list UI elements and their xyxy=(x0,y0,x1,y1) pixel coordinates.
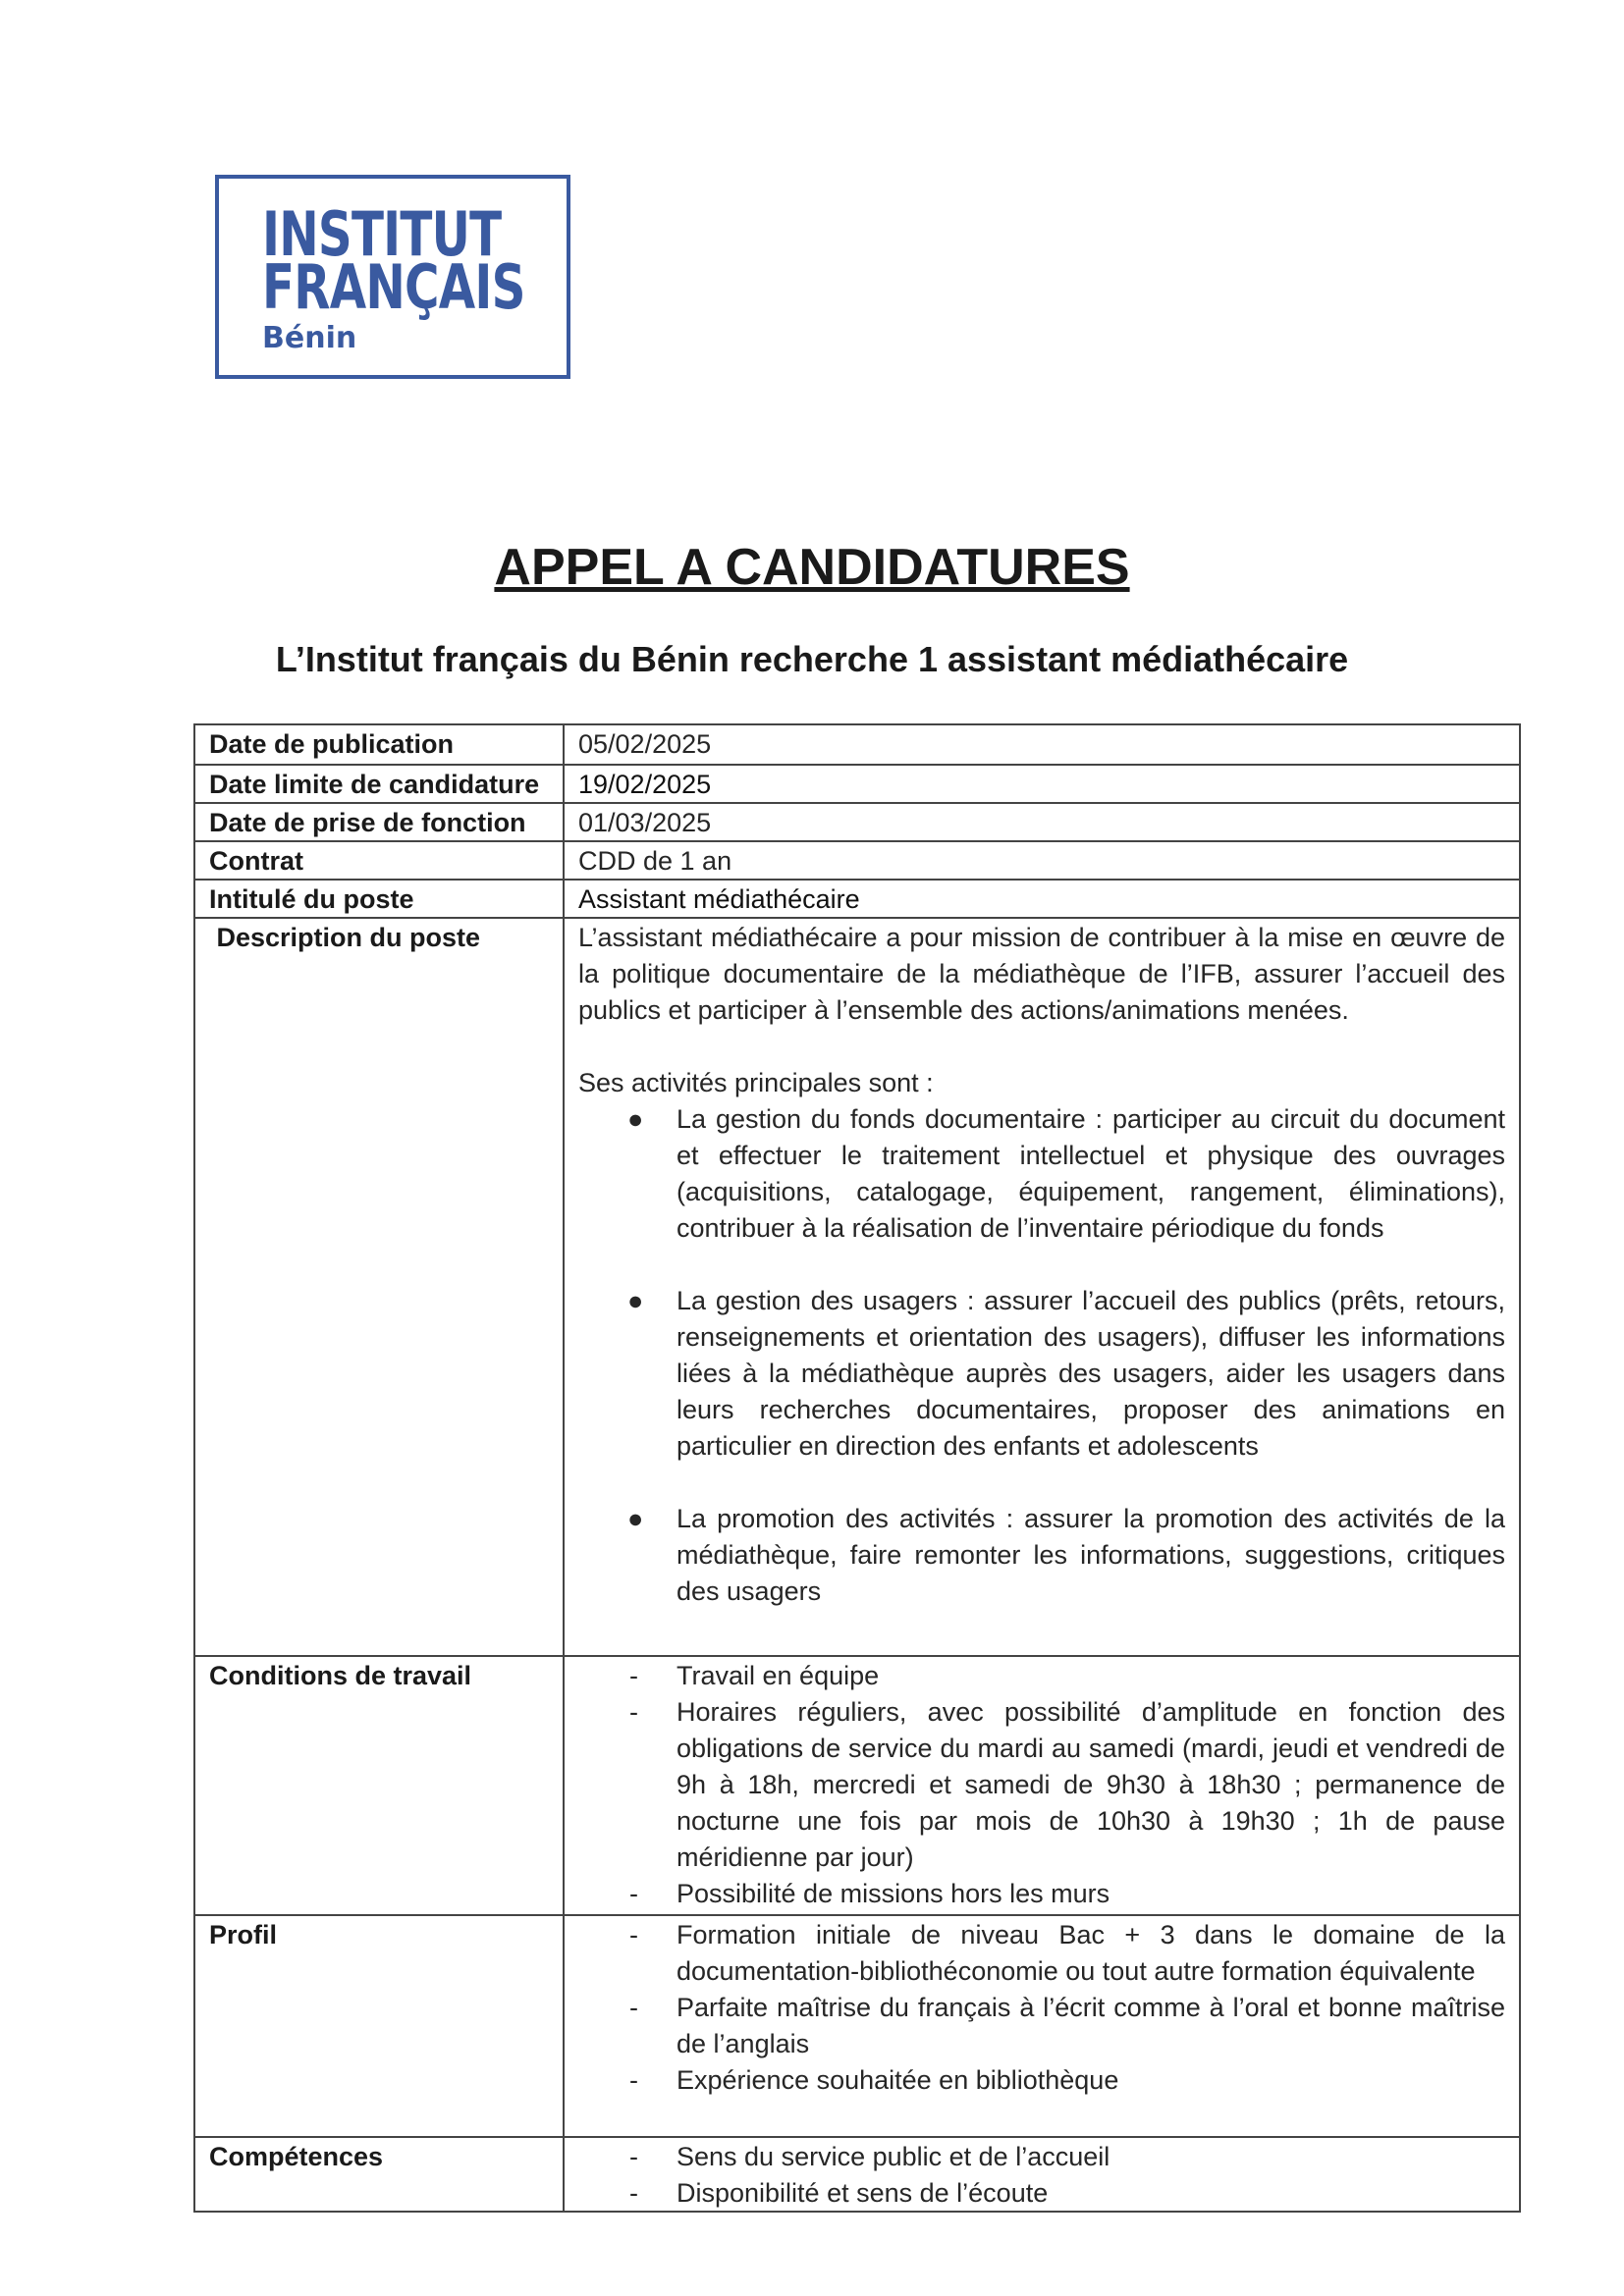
value-contrat: CDD de 1 an xyxy=(578,846,732,876)
list-item: ● La gestion des usagers : assurer l’accueil des publics (prêts, retours, renseignements et orientation des usagers), diffuser les informations liées à la médiathèque auprès des usagers, aider les usagers dans leurs recherches documentaires, proposer des animations en particulier en direction des enfants et adolescents xyxy=(578,1283,1505,1465)
label-profil: Profil xyxy=(195,1916,565,2136)
value-date-limite: 19/02/2025 xyxy=(578,770,712,799)
row-profil xyxy=(195,1914,1519,2136)
list-item: ● La promotion des activités : assurer la promotion des activités de la médiathèque, faire remonter les informations, suggestions, critiques des usagers xyxy=(578,1501,1505,1610)
label-date-publication: Date de publication xyxy=(195,725,565,764)
row-date-prise xyxy=(195,802,1519,840)
row-competences xyxy=(195,2136,1519,2211)
profil-list xyxy=(578,1917,1505,2099)
description-activities-list xyxy=(578,1101,1505,1610)
label-date-prise: Date de prise de fonction xyxy=(195,804,565,840)
list-item: ● La gestion du fonds documentaire : participer au circuit du document et effectuer le traitement intellectuel et physique des ouvrages (acquisitions, catalogage, équipement, rangement, éliminations), contribuer à la réalisation de l’inventaire périodique du fonds xyxy=(578,1101,1505,1247)
value-date-prise: 01/03/2025 xyxy=(578,808,712,837)
label-description: Description du poste xyxy=(195,919,565,1655)
bullet-icon: ● xyxy=(627,1104,644,1134)
dash-icon: - xyxy=(629,1661,638,1690)
value-date-publication: 05/02/2025 xyxy=(578,729,712,759)
row-contrat xyxy=(195,840,1519,879)
dash-icon: - xyxy=(629,2178,638,2208)
list-item: - Disponibilité et sens de l’écoute xyxy=(578,2175,1505,2212)
description-lead: Ses activités principales sont : xyxy=(578,1068,934,1097)
list-item: - Travail en équipe xyxy=(578,1658,1505,1694)
label-date-limite: Date limite de candidature xyxy=(195,766,565,802)
value-conditions xyxy=(565,1657,1519,1914)
page-title: APPEL A CANDIDATURES xyxy=(494,539,1130,596)
description-intro: L’assistant médiathécaire a pour mission de contribuer à la mise en œuvre de la politique documentaire de la médiathèque de l’IFB, assurer l’accueil des publics et participer à l’ensemble des actions/animations menées. xyxy=(578,923,1505,1025)
bullet-icon: ● xyxy=(627,1286,644,1315)
bullet-icon: ● xyxy=(627,1504,644,1533)
value-intitule: Assistant médiathécaire xyxy=(578,884,860,914)
row-description xyxy=(195,917,1519,1655)
value-competences xyxy=(565,2138,1519,2211)
row-intitule xyxy=(195,879,1519,917)
label-conditions: Conditions de travail xyxy=(195,1657,565,1914)
dash-icon: - xyxy=(629,2065,638,2095)
label-competences: Compétences xyxy=(195,2138,565,2211)
logo-line-institut: INSTITUT xyxy=(262,198,502,270)
label-intitule: Intitulé du poste xyxy=(195,881,565,917)
dash-icon: - xyxy=(629,2142,638,2171)
logo-line-benin: Bénin xyxy=(262,321,357,355)
list-item: - Formation initiale de niveau Bac + 3 dans le domaine de la documentation-bibliothéconomie ou tout autre formation équivalente xyxy=(578,1917,1505,1990)
list-item: - Expérience souhaitée en bibliothèque xyxy=(578,2062,1505,2099)
row-conditions xyxy=(195,1655,1519,1914)
list-item: - Possibilité de missions hors les murs xyxy=(578,1876,1505,1912)
row-date-publication xyxy=(195,725,1519,764)
job-offer-table xyxy=(193,723,1521,2213)
dash-icon: - xyxy=(629,1993,638,2022)
list-item: - Parfaite maîtrise du français à l’écrit comme à l’oral et bonne maîtrise de l’anglais xyxy=(578,1990,1505,2062)
list-item: - Horaires réguliers, avec possibilité d’amplitude en fonction des obligations de service du mardi au samedi (mardi, jeudi et vendredi de 9h à 18h, mercredi et samedi de 9h30 à 18h30 ; permanence de nocturne une fois par mois de 10h30 à 19h30 ; 1h de pause méridienne par jour) xyxy=(578,1694,1505,1876)
value-profil xyxy=(565,1916,1519,2136)
dash-icon: - xyxy=(629,1920,638,1949)
list-item: - Sens du service public et de l’accueil xyxy=(578,2139,1505,2175)
row-date-limite xyxy=(195,764,1519,802)
value-description xyxy=(565,919,1519,1655)
conditions-list xyxy=(578,1658,1505,1912)
institut-francais-logo xyxy=(215,175,570,379)
label-contrat: Contrat xyxy=(195,842,565,879)
dash-icon: - xyxy=(629,1697,638,1727)
page-subtitle: L’Institut français du Bénin recherche 1 assistant médiathécaire xyxy=(275,639,1349,679)
competences-list xyxy=(578,2139,1505,2212)
logo-line-francais: FRANÇAIS xyxy=(262,251,525,323)
dash-icon: - xyxy=(629,1879,638,1908)
